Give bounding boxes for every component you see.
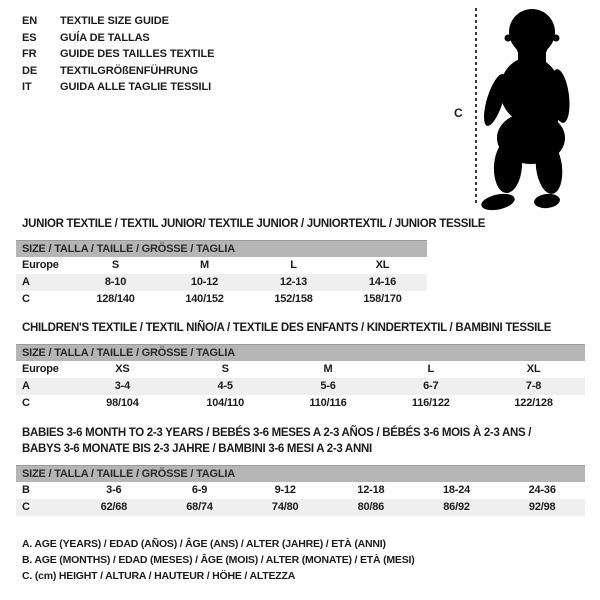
value-cell: 140/152	[185, 293, 224, 305]
language-code: DE	[22, 64, 38, 77]
value-cell: 14-16	[368, 276, 397, 288]
value-cell: 3-4	[114, 380, 131, 392]
value-cell: 12-18	[357, 484, 385, 496]
value-cell: M	[323, 363, 333, 375]
value-cell: 9-12	[274, 484, 296, 496]
row-label: Europe	[22, 259, 59, 271]
value-cell: 18-24	[442, 484, 471, 496]
footnote-line: C. (cm) HEIGHT / ALTURA / HAUTEUR / HÖHE / ALTEZZA	[22, 570, 296, 582]
row-label: Europe	[22, 363, 59, 375]
value-cell: 128/140	[96, 293, 135, 305]
value-cell: 3-6	[106, 484, 122, 496]
table-row	[16, 482, 585, 499]
row-label: C	[22, 501, 30, 513]
value-cell: 24-36	[528, 484, 556, 496]
table-row	[16, 378, 585, 395]
section-title	[16, 216, 485, 232]
footnote-line: A. AGE (YEARS) / EDAD (AÑOS) / ÂGE (ANS) / ALTER (JAHRE) / ETÀ (ANNI)	[22, 538, 386, 550]
size-table	[16, 465, 585, 516]
value-cell: 92/98	[528, 501, 556, 513]
value-cell: 6-7	[423, 380, 439, 392]
value-cell: 116/122	[411, 397, 450, 409]
baby-silhouette	[480, 6, 598, 212]
height-dotted-line	[475, 8, 477, 206]
language-name: GUIDE DES TAILLES TEXTILE	[60, 48, 215, 60]
language-name: TEXTILGRÖßENFÜHRUNG	[60, 64, 199, 77]
value-cell: 86/92	[443, 501, 470, 513]
value-cell: 8-10	[104, 276, 127, 288]
section-title-line: BABYS 3-6 MONATE BIS 2-3 JAHRE / BAMBINI 3-6 MESI A 2-3 ANNI	[22, 443, 372, 455]
value-cell: 80/86	[357, 501, 385, 513]
language-name: GUIDA ALLE TAGLIE TESSILI	[60, 81, 212, 93]
table-row	[16, 361, 585, 378]
value-cell: 104/110	[206, 397, 245, 409]
language-list	[22, 13, 214, 96]
section-title-line: CHILDREN'S TEXTILE / TEXTIL NIÑO/A / TEXTILE DES ENFANTS / KINDERTEXTIL / BAMBINI TESSILE	[22, 322, 552, 334]
language-row	[22, 79, 214, 96]
table-row	[16, 291, 427, 308]
language-row	[22, 30, 214, 47]
value-cell: XL	[375, 259, 390, 271]
value-cell: 12-13	[279, 276, 308, 288]
section-childrens-textile	[16, 320, 585, 412]
language-code: FR	[22, 48, 37, 60]
language-row	[22, 13, 214, 30]
value-cell: S	[221, 363, 229, 375]
language-row	[22, 46, 214, 63]
value-cell: 110/116	[309, 397, 347, 409]
value-cell: 122/128	[514, 397, 553, 409]
value-cell: 10-12	[190, 276, 219, 288]
value-cell: XL	[526, 363, 541, 375]
value-cell: 158/170	[363, 293, 402, 305]
language-row	[22, 63, 214, 80]
value-cell: M	[200, 259, 209, 271]
value-cell: 62/68	[100, 501, 128, 513]
table-row	[16, 274, 427, 291]
table-row	[16, 395, 585, 412]
size-table	[16, 344, 585, 412]
height-c-label: C	[454, 106, 463, 120]
table-row	[16, 499, 585, 516]
footnote-legend	[22, 536, 415, 584]
section-title	[16, 320, 585, 336]
row-label: B	[22, 484, 30, 496]
size-table	[16, 240, 427, 308]
section-title-line: BABIES 3-6 MONTH TO 2-3 YEARS / BEBÉS 3-6 MESES A 2-3 AÑOS / BÉBÉS 3-6 MOIS À 2-3 ANS /	[22, 427, 532, 439]
language-code: EN	[22, 15, 38, 27]
row-label: C	[22, 397, 30, 409]
value-cell: 5-6	[320, 380, 336, 392]
value-cell: 7-8	[525, 380, 542, 392]
value-cell: S	[111, 259, 120, 271]
row-label: A	[22, 276, 30, 288]
value-cell: 68/74	[186, 501, 213, 513]
value-cell: 4-5	[217, 380, 233, 392]
language-code: IT	[22, 81, 32, 93]
value-cell: 6-9	[191, 484, 208, 496]
size-header-bar: SIZE / TALLA / TAILLE / GRÖSSE / TAGLIA	[16, 240, 427, 257]
value-cell: L	[427, 363, 435, 375]
value-cell: XS	[115, 363, 130, 375]
footnote-line: B. AGE (MONTHS) / EDAD (MESES) / ÂGE (MOIS) / ALTER (MONATE) / ETÀ (MESI)	[22, 554, 415, 566]
size-header-bar: SIZE / TALLA / TAILLE / GRÖSSE / TAGLIA	[16, 465, 585, 482]
value-cell: L	[290, 259, 297, 271]
value-cell: 152/158	[274, 293, 313, 305]
section-babies-textile	[16, 425, 585, 516]
language-name: GUÍA DE TALLAS	[60, 31, 150, 44]
value-cell: 74/80	[271, 501, 299, 513]
row-label: A	[22, 380, 30, 392]
section-junior-textile	[16, 216, 485, 308]
table-row	[16, 257, 427, 274]
section-title	[16, 425, 585, 457]
size-header-bar: SIZE / TALLA / TAILLE / GRÖSSE / TAGLIA	[16, 344, 585, 361]
language-name: TEXTILE SIZE GUIDE	[60, 15, 169, 27]
section-title-line: JUNIOR TEXTILE / TEXTIL JUNIOR/ TEXTILE JUNIOR / JUNIORTEXTIL / JUNIOR TESSILE	[22, 218, 486, 230]
row-label: C	[22, 293, 30, 305]
value-cell: 98/104	[106, 397, 139, 409]
language-code: ES	[22, 31, 37, 44]
